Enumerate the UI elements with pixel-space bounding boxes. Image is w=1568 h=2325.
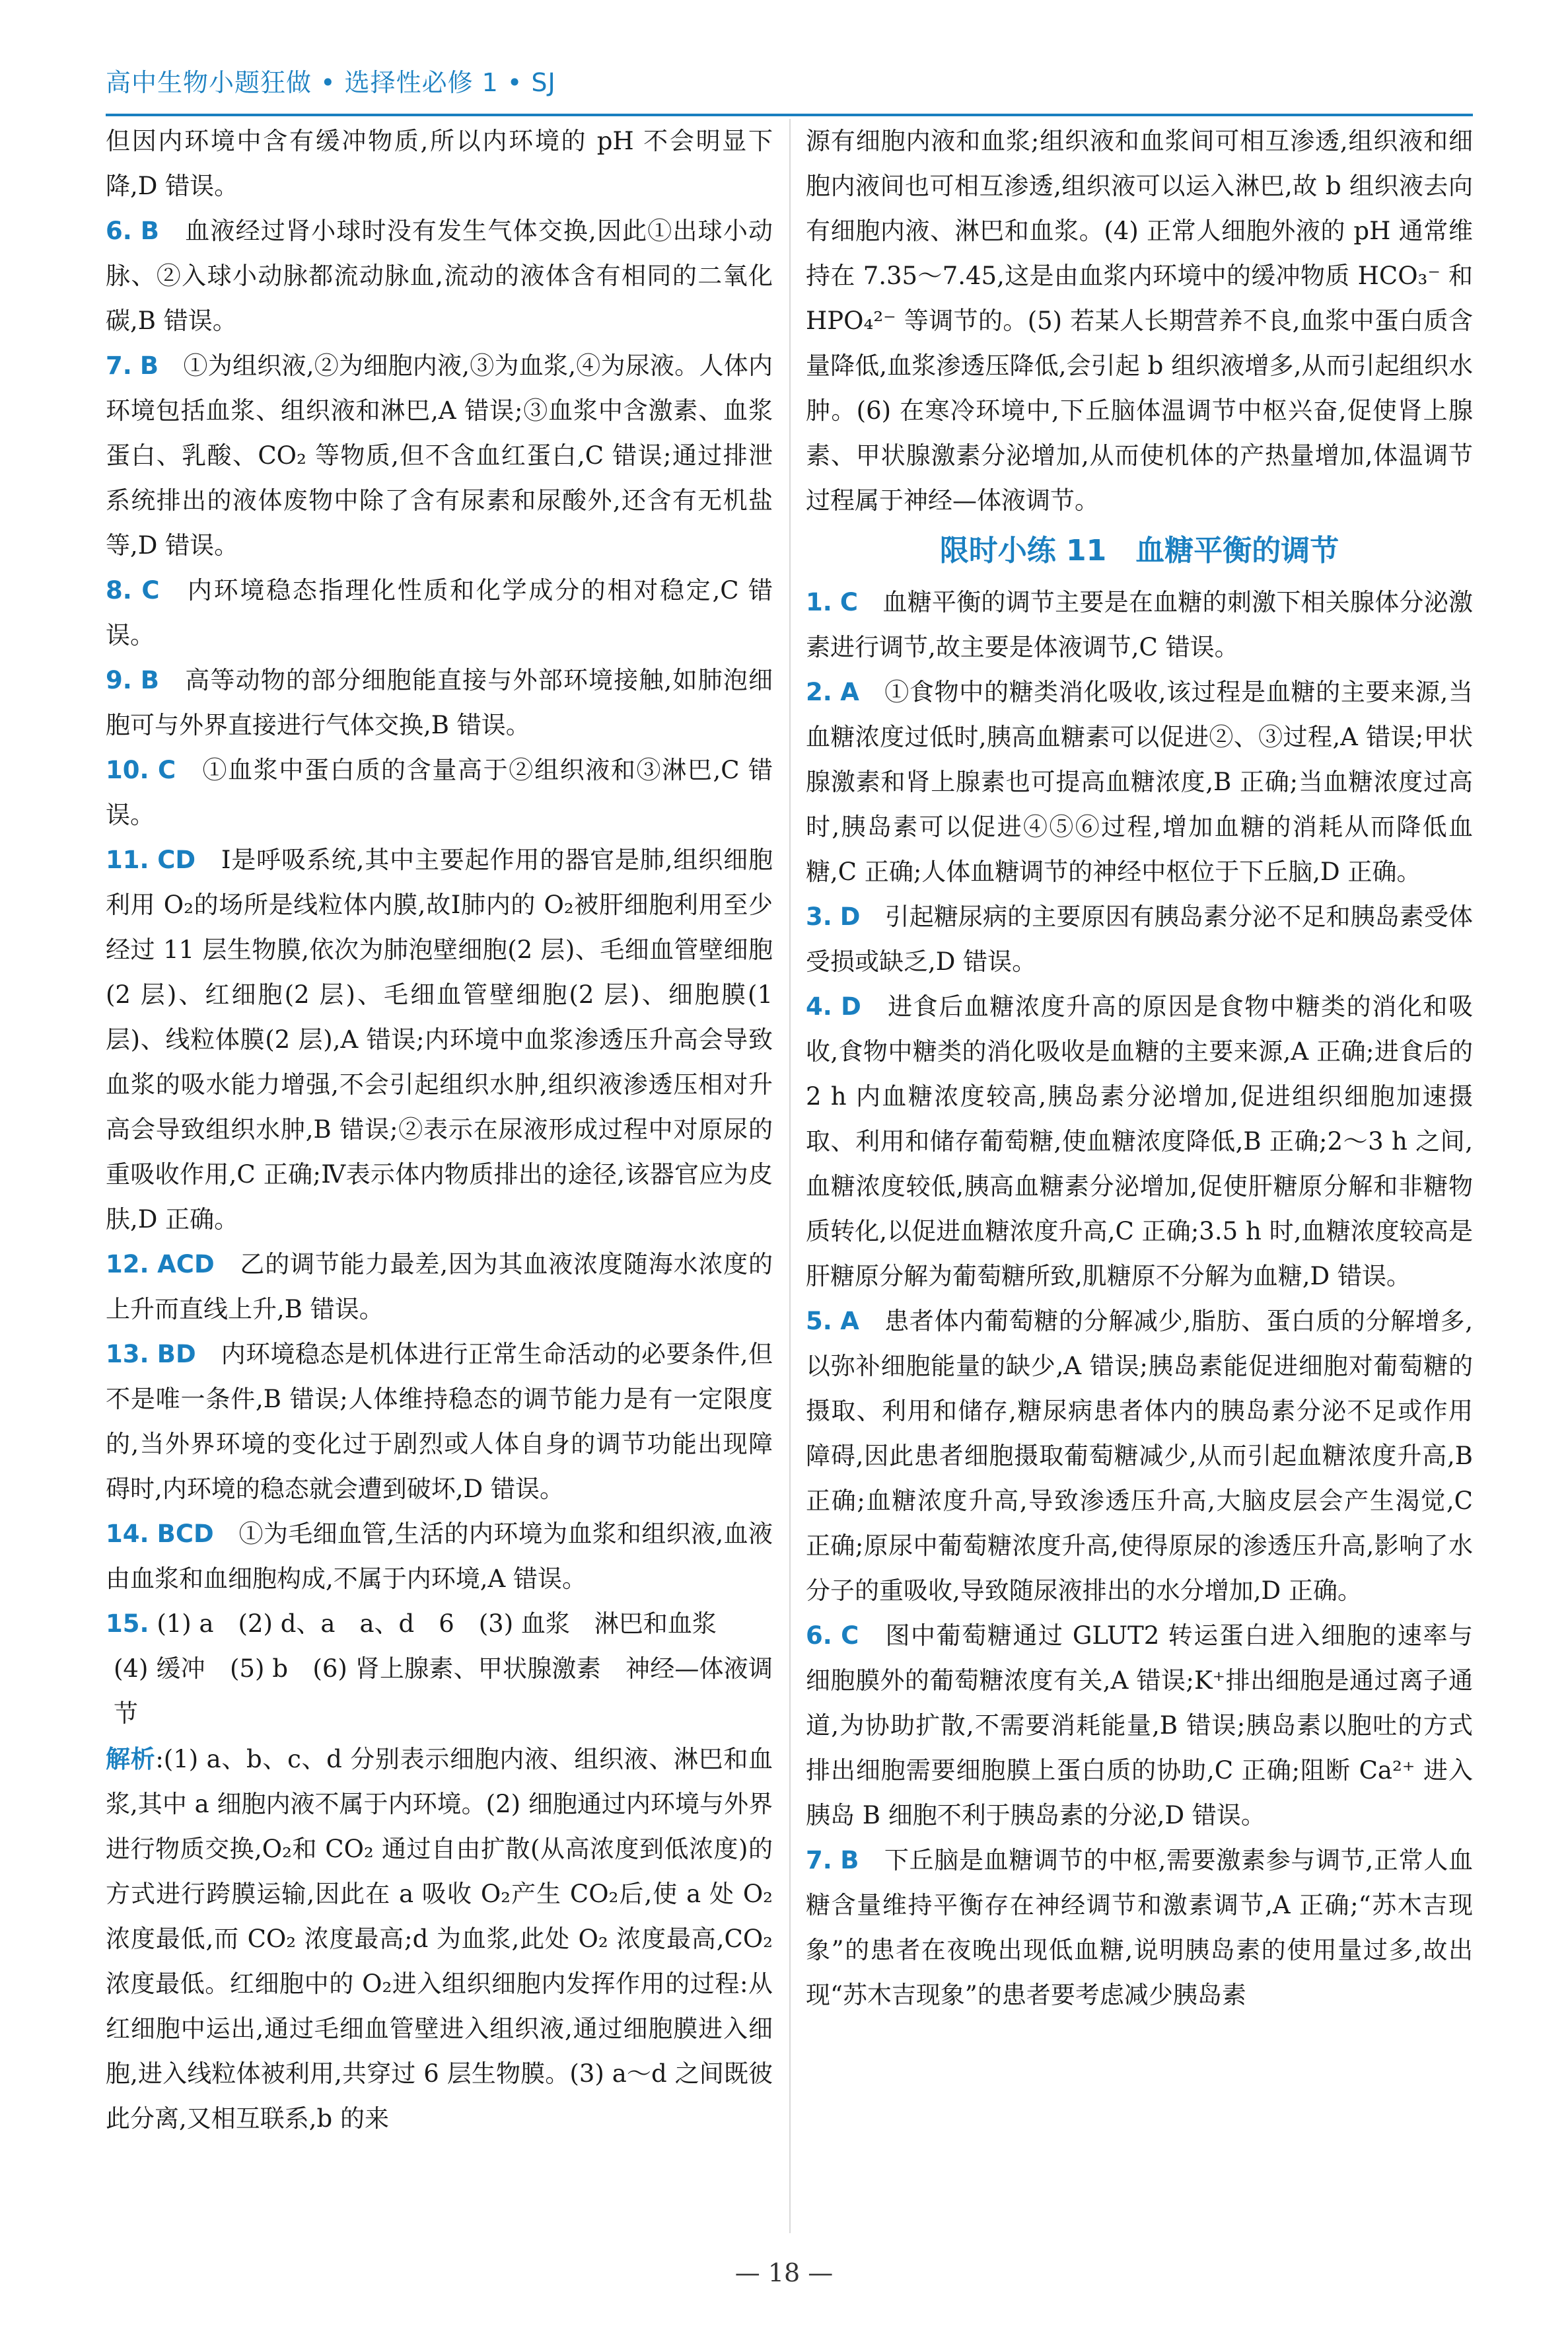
answer-paragraph: 源有细胞内液和血浆;组织液和血浆间可相互渗透,组织液和细胞内液间也可相互渗透,组织液可以运入淋巴,故 b 组织液去向有细胞内液、淋巴和血浆。(4) 正常人细胞外液的 pH 通常维持在 7.35～7.45,这是由血浆内环境中的缓冲物质 HCO₃⁻ 和 HPO₄²⁻ 等调节的。(5) 若某人长期营养不良,血浆中蛋白质含量降低,血浆渗透压降低,会引起 b 组织液增多,从而引起组织水肿。(6) 在寒冷环境中,下丘脑体温调节中枢兴奋,促使肾上腺素、甲状腺激素分泌增加,从而使机体的产热量增加,体温调节过程属于神经—体液调节。 [806,127,1473,515]
left-column [106,119,773,2141]
item-explanation: 血液经过肾小球时没有发生气体交换,因此①出球小动脉、②入球小动脉都流动脉血,流动的液体含有相同的二氧化碳,B 错误。 [106,217,773,335]
item-explanation: Ⅰ是呼吸系统,其中主要起作用的器官是肺,组织细胞利用 O₂的场所是线粒体内膜,故Ⅰ肺内的 O₂被肝细胞利用至少经过 11 层生物膜,依次为肺泡壁细胞(2 层)、毛细血管壁细胞(2 层)、红细胞(2 层)、毛细血管壁细胞(2 层)、细胞膜(1 层)、线粒体膜(2 层),A 错误;内环境中血浆渗透压升高会导致血浆的吸水能力增强,不会引起组织水肿,组织液渗透压相对升高会导致组织水肿,B 错误;②表示在尿液形成过程中对原尿的重吸收作用,C 正确;Ⅳ表示体内物质排出的途径,该器官应为皮肤,D 正确。 [106,846,773,1234]
item-number: 3. [806,903,832,931]
column-divider [789,119,791,2233]
item-explanation: 高等动物的部分细胞能直接与外部环境接触,如肺泡细胞可与外界直接进行气体交换,B 错误。 [106,666,773,739]
answer-item-14 [106,1512,773,1602]
item-number: 14. [106,1520,149,1548]
item-answer: A [840,678,859,706]
answer-item-8 [106,568,773,658]
item-explanation: ①为毛细血管,生活的内环境为血浆和组织液,血液由血浆和血细胞构成,不属于内环境,A 错误。 [106,1520,773,1593]
answer-item-1 [806,580,1473,670]
item-explanation: 引起糖尿病的主要原因有胰岛素分泌不足和胰岛素受体受损或缺乏,D 错误。 [806,903,1474,976]
item-explanation: ①为组织液,②为细胞内液,③为血浆,④为尿液。人体内环境包括血浆、组织液和淋巴,A 错误;③血浆中含激素、血浆蛋白、乳酸、CO₂ 等物质,但不含血红蛋白,C 错误;通过排泄系统排出的液体废物中除了含有尿素和尿酸外,还含有无机盐等,D 错误。 [106,351,773,560]
item-answer: B [840,1846,859,1874]
item-answer: B [140,217,159,245]
answer-item-3 [806,895,1473,984]
answer-item-6 [806,1613,1473,1838]
item-answer: D [839,903,861,931]
answer-item-6 [106,209,773,344]
header-rule [106,114,1473,116]
item-answer: B [140,666,159,694]
item-answer: A [840,1307,859,1335]
q15-answers-line2: (4) 缓冲 (5) b (6) 肾上腺素、甲状腺激素 神经—体液调节 [114,1654,773,1728]
item-answer: B [139,351,159,380]
item-explanation: 图中葡萄糖通过 GLUT2 转运蛋白进入细胞的速率与细胞膜外的葡萄糖浓度有关,A 错误;K⁺排出细胞是通过离子通道,为协助扩散,不需要消耗能量,B 错误;胰岛素以胞吐的方式排出细胞需要细胞膜上蛋白质的协助,C 正确;阻断 Ca²⁺ 进入胰岛 B 细胞不利于胰岛素的分泌,D 错误。 [806,1621,1474,1829]
item-number: 4. [806,992,832,1021]
item-answer: ACD [157,1250,215,1278]
answer-item-12 [106,1242,773,1332]
answer-item-7 [806,1838,1473,2018]
item-number: 11. [106,846,149,874]
item-number: 6. [106,217,132,245]
item-answer: C [839,588,858,616]
item-number: 9. [106,666,132,694]
answer-paragraph: 但因内环境中含有缓冲物质,所以内环境的 pH 不会明显下降,D 错误。 [106,127,773,200]
item-number: 1. [806,588,832,616]
item-explanation: ①食物中的糖类消化吸收,该过程是血糖的主要来源,当血糖浓度过低时,胰高血糖素可以促进②、③过程,A 错误;甲状腺激素和肾上腺素也可提高血糖浓度,B 正确;当血糖浓度过高时,胰岛素可以促进④⑤⑥过程,增加血糖的消耗从而降低血糖,C 正确;人体血糖调节的神经中枢位于下丘脑,D 正确。 [806,678,1473,886]
item-explanation: 内环境稳态指理化性质和化学成分的相对稳定,C 错误。 [106,576,773,649]
answer-item-7 [106,344,773,568]
item-answer: BD [157,1340,196,1368]
explanation-label: 解析 [106,1744,156,1773]
answer-item-4 [806,984,1473,1299]
item-answer: C [141,576,160,605]
item-explanation: 内环境稳态是机体进行正常生命活动的必要条件,但不是唯一条件,B 错误;人体维持稳态的调节能力是有一定限度的,当外界环境的变化过于剧烈或人体自身的调节功能出现障碍时,内环境的稳态就会遭到破坏,D 错误。 [106,1340,773,1503]
right-column [806,119,1473,2018]
answer-item-11 [106,838,773,1242]
answer-item-5 [806,1299,1473,1613]
item-number: 7. [106,351,132,380]
item-answer: CD [157,846,196,874]
item-number: 10. [106,756,149,784]
item-number: 15. [106,1609,149,1638]
item-number: 13. [106,1340,149,1368]
item-explanation: 乙的调节能力最差,因为其血液浓度随海水浓度的上升而直线上升,B 错误。 [106,1250,773,1323]
answer-item-9 [106,658,773,748]
answer-item-2 [806,670,1473,895]
item-number: 7. [806,1846,832,1874]
explanation-text: :(1) a、b、c、d 分别表示细胞内液、组织液、淋巴和血浆,其中 a 细胞内液不属于内环境。(2) 细胞通过内环境与外界进行物质交换,O₂和 CO₂ 通过自由扩散(从高浓度到低浓度)的方式进行跨膜运输,因此在 a 吸收 O₂产生 CO₂后,使 a 处 O₂浓度最低,而 CO₂ 浓度最高;d 为血浆,此处 O₂ 浓度最高,CO₂浓度最低。红细胞中的 O₂进入组织细胞内发挥作用的过程:从红细胞中运出,通过毛细血管壁进入组织液,通过细胞膜进入细胞,进入线粒体被利用,共穿过 6 层生物膜。(3) a～d 之间既彼此分离,又相互联系,b 的来 [106,1745,773,2133]
item-number: 2. [806,678,832,706]
item-number: 6. [806,1621,832,1650]
section-title: 限时小练 11 血糖平衡的调节 [939,534,1339,568]
item-answer: BCD [157,1520,214,1548]
item-explanation: ①血浆中蛋白质的含量高于②组织液和③淋巴,C 错误。 [106,756,773,829]
q15-answers-line1: (1) a (2) d、a a、d 6 (3) 血浆 淋巴和血浆 [157,1609,717,1638]
answer-item-15 [106,1602,773,1646]
item-explanation: 患者体内葡萄糖的分解减少,脂肪、蛋白质的分解增多,以弥补细胞能量的缺少,A 错误;胰岛素能促进细胞对葡萄糖的摄取、利用和储存,糖尿病患者体内的胰岛素分泌不足或作用障碍,因此患者细胞摄取葡萄糖减少,从而引起血糖浓度升高,B 正确;血糖浓度升高,导致渗透压升高,大脑皮层会产生渴觉,C 正确;原尿中葡萄糖浓度升高,使得原尿的渗透压升高,影响了水分子的重吸收,导致随尿液排出的水分增加,D 正确。 [806,1307,1473,1605]
item-explanation: 血糖平衡的调节主要是在血糖的刺激下相关腺体分泌激素进行调节,故主要是体液调节,C 错误。 [806,588,1474,661]
answer-item-13 [106,1332,773,1512]
item-answer: C [157,756,176,784]
item-answer: C [841,1621,859,1650]
item-number: 8. [106,576,132,605]
item-explanation: 进食后血糖浓度升高的原因是食物中糖类的消化和吸收,食物中糖类的消化吸收是血糖的主要来源,A 正确;进食后的 2 h 内血糖浓度较高,胰岛素分泌增加,促进组织细胞加速摄取、利用和储存葡萄糖,使血糖浓度降低,B 正确;2～3 h 之间,血糖浓度较低,胰高血糖素分泌增加,促使肝糖原分解和非糖物质转化,以促进血糖浓度升高,C 正确;3.5 h 时,血糖浓度较高是肝糖原分解为葡萄糖所致,肌糖原不分解为血糖,D 错误。 [806,992,1474,1290]
page-number: — 18 — [734,2258,834,2287]
item-answer: D [841,992,861,1021]
item-number: 12. [106,1250,149,1278]
item-number: 5. [806,1307,832,1335]
running-header: 高中生物小题狂做 • 选择性必修 1 • SJ [106,68,556,97]
q15-explanation [106,1736,773,2141]
answer-item-10 [106,748,773,838]
item-explanation: 下丘脑是血糖调节的中枢,需要激素参与调节,正常人血糖含量维持平衡存在神经调节和激素调节,A 正确;“苏木吉现象”的患者在夜晚出现低血糖,说明胰岛素的使用量过多,故出现“苏木吉现象”的患者要考虑减少胰岛素 [806,1846,1474,2009]
